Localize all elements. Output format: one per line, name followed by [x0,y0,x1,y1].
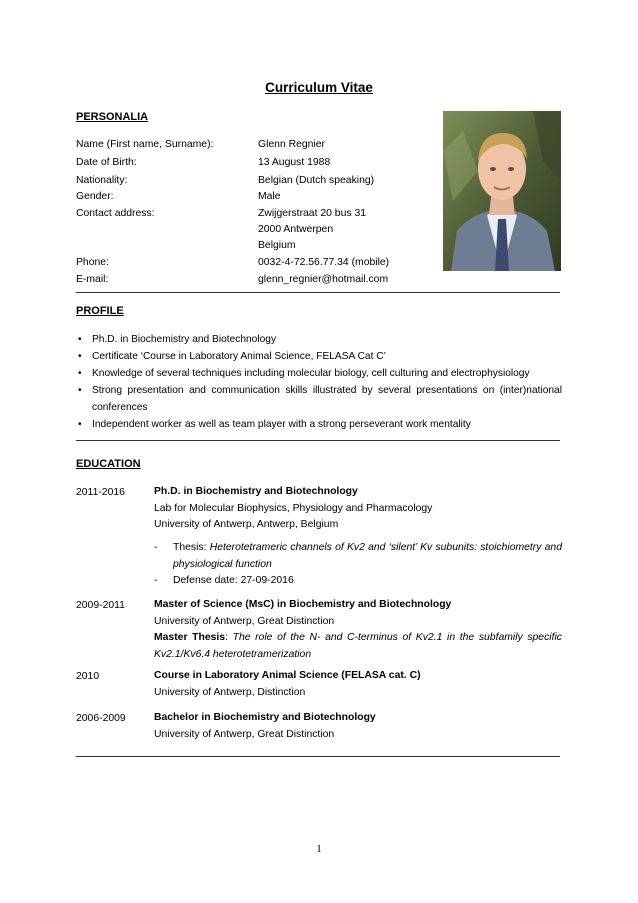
list-item: • Knowledge of several techniques including molecular biology, cell culturing and electrophysiology [76,365,562,382]
defense-line: - Defense date: 27-09-2016 [154,573,562,590]
thesis-title: Heterotetrameric channels of Kv2 and ‘silent’ Kv subunits: stoichiometry and physiological function [173,542,562,570]
page-number: 1 [316,843,322,855]
section-heading-education: EDUCATION [76,458,141,470]
education-years: 2006-2009 [76,713,126,724]
bullet-icon: • [78,351,82,362]
field-value-address-city: 2000 Antwerpen [258,224,334,235]
education-degree: Master of Science (MsC) in Biochemistry and Biotechnology [154,599,452,610]
dash-icon: - [154,575,158,586]
list-item: • Independent worker as well as team player with a strong perseverant work mentality [76,416,562,433]
education-line: University of Antwerp, Antwerp, Belgium [154,519,339,530]
bullet-icon: • [78,385,82,396]
thesis-line: - Thesis: Heterotetrameric channels of Kv2 and ‘silent’ Kv subunits: stoichiometry and physiological function [154,542,562,570]
education-entry-course [154,668,562,701]
education-line: University of Antwerp, Great Distinction [154,728,335,740]
bullet-icon: • [78,334,82,345]
field-label-phone: Phone: [76,257,109,268]
portrait-image [443,111,561,271]
field-label-email: E-mail: [76,274,109,285]
education-entry-bachelor [154,710,562,743]
field-value-gender: Male [258,191,281,202]
education-line: University of Antwerp, Distinction [154,686,306,698]
divider [76,440,560,441]
education-years: 2010 [76,671,100,682]
divider [76,756,560,757]
master-thesis: Master Thesis: The role of the N- and C-terminus of Kv2.1 in the subfamily specific Kv2.1/Kv6.4 heterotetramerization [154,632,562,660]
education-line: Lab for Molecular Biophysics, Physiology and Pharmacology [154,502,433,514]
field-label-address: Contact address: [76,208,155,219]
field-value-nationality: Belgian (Dutch speaking) [258,175,375,186]
education-line: University of Antwerp, Great Distinction [154,615,335,627]
education-degree: Ph.D. in Biochemistry and Biotechnology [154,486,358,497]
field-value-address-street: Zwijgerstraat 20 bus 31 [258,208,367,219]
education-years: 2009-2011 [76,600,125,611]
education-degree: Bachelor in Biochemistry and Biotechnology [154,712,376,723]
field-value-dob: 13 August 1988 [258,157,331,168]
education-degree: Course in Laboratory Animal Science (FELASA cat. C) [154,670,421,681]
profile-photo [443,111,561,271]
section-heading-personalia: PERSONALIA [76,111,149,123]
section-heading-profile: PROFILE [76,305,124,317]
list-item: • Strong presentation and communication skills illustrated by several presentations on (inter)national conferences [76,382,562,416]
profile-list [76,331,562,433]
field-label-gender: Gender: [76,191,114,202]
field-value-name: Glenn Regnier [258,139,326,150]
education-entry-msc [154,597,562,663]
education-years: 2011-2016 [76,487,125,498]
document-title: Curriculum Vitae [265,80,373,95]
field-label-dob: Date of Birth: [76,157,137,168]
field-value-address-country: Belgium [258,240,296,251]
field-label-nationality: Nationality: [76,175,128,186]
education-entry-phd [154,484,562,534]
field-label-name: Name (First name, Surname): [76,139,214,150]
bullet-icon: • [78,368,82,379]
list-item: • Ph.D. in Biochemistry and Biotechnology [76,331,562,348]
bullet-icon: • [78,419,82,430]
field-value-email[interactable]: glenn_regnier@hotmail.com [258,274,389,285]
divider [76,292,560,293]
list-item: • Certificate ‘Course in Laboratory Animal Science, FELASA Cat C’ [76,348,562,365]
dash-icon: - [154,542,158,553]
phd-details [154,540,562,590]
field-value-phone: 0032-4-72.56.77.34 (mobile) [258,257,390,268]
